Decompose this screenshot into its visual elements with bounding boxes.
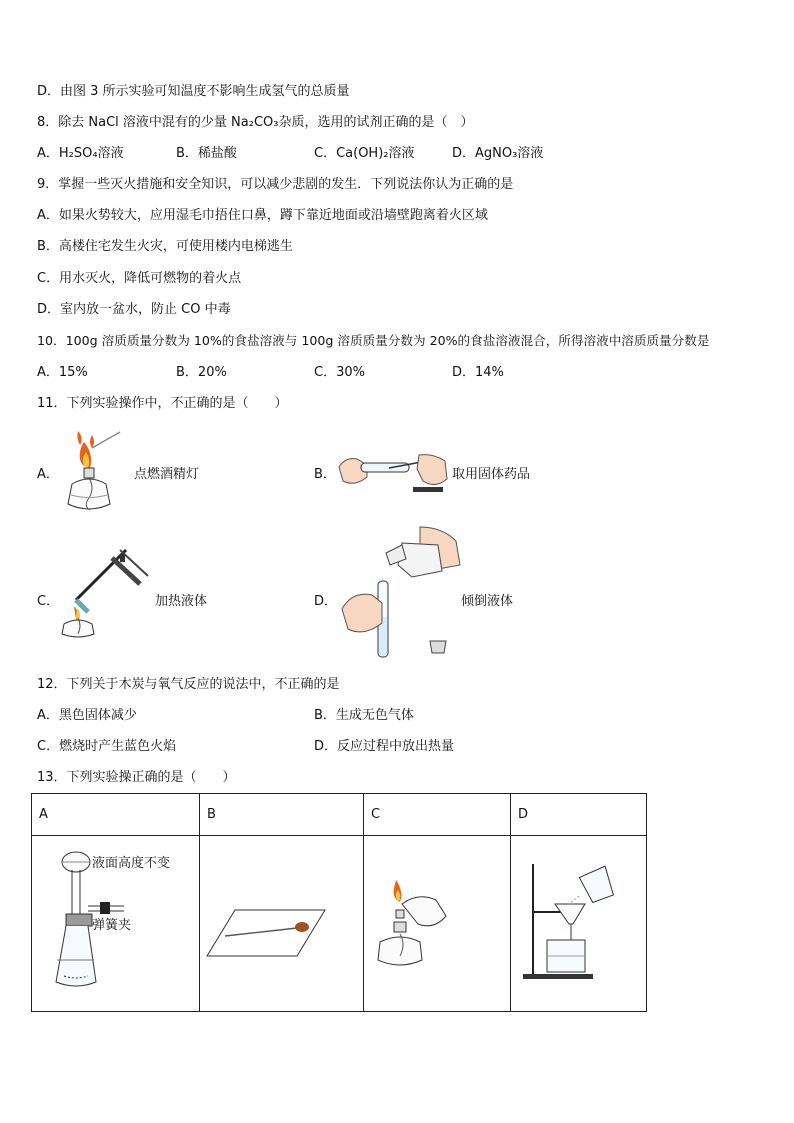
q13-header-d: D [511, 794, 647, 836]
q13-options-table [31, 793, 647, 1012]
alcohol-lamp-lighting-figure [62, 428, 132, 516]
filtration-figure [523, 860, 619, 980]
q8-option-b: B．稀盐酸 [176, 146, 237, 161]
q9-option-c: C．用水灭火，降低可燃物的着火点 [37, 271, 242, 286]
solid-drug-figure [337, 447, 449, 493]
q12-option-a: A．黑色固体减少 [37, 708, 137, 723]
q8-option-a: A．H₂SO₄溶液 [37, 146, 124, 161]
q9-stem: 9．掌握一些灭火措施和安全知识，可以减少悲剧的发生．下列说法你认为正确的是 [37, 177, 514, 192]
q12-option-c: C．燃烧时产生蓝色火焰 [37, 739, 177, 754]
q11-stem: 11．下列实验操作中，不正确的是（ ） [37, 396, 288, 411]
q13-header-a: A [32, 794, 200, 836]
q13-cell-a [32, 836, 200, 1012]
heating-liquid-figure [60, 546, 156, 640]
q13-cell-b [200, 836, 364, 1012]
q9-option-a: A．如果火势较大，应用湿毛巾捂住口鼻，蹲下靠近地面或沿墙壁跑离着火区域 [37, 208, 488, 223]
q12-stem: 12．下列关于木炭与氧气反应的说法中，不正确的是 [37, 677, 340, 692]
q8-stem: 8．除去 NaCl 溶液中混有的少量 Na₂CO₃杂质，选用的试剂正确的是（ ） [37, 115, 474, 130]
q11-b-letter: B． [314, 467, 336, 482]
q8-option-d: D．AgNO₃溶液 [452, 146, 544, 161]
q11-c-letter: C． [37, 594, 60, 609]
q13-stem: 13．下列实验操正确的是（ ） [37, 770, 236, 785]
q13-header-b: B [200, 794, 364, 836]
q11-c-caption: 加热液体 [155, 594, 208, 609]
q13-cell-d [511, 836, 647, 1012]
q9-option-b: B．高楼住宅发生火灾，可使用楼内电梯逃生 [37, 239, 293, 254]
q11-d-letter: D． [314, 594, 338, 609]
pouring-liquid-figure [338, 525, 464, 661]
q10-stem: 10．100g 溶质质量分数为 10%的食盐溶液与 100g 溶质质量分数为 20%的食盐溶液混合，所得溶液中溶质质量分数是 [37, 333, 710, 348]
q13-a-label-liquid: 液面高度不变 [92, 856, 171, 871]
q8-option-c: C．Ca(OH)₂溶液 [314, 146, 415, 161]
q13-cell-c [364, 836, 511, 1012]
lamp-to-lamp-figure [374, 876, 454, 976]
q10-option-a: A．15% [37, 365, 88, 380]
dropper-on-table-figure [207, 908, 325, 958]
q12-option-d: D．反应过程中放出热量 [314, 739, 455, 754]
q11-a-letter: A． [37, 467, 59, 482]
q11-d-caption: 倾倒液体 [461, 594, 514, 609]
q9-option-d: D．室内放一盆水，防止 CO 中毒 [37, 302, 231, 317]
q11-a-caption: 点燃酒精灯 [134, 467, 200, 482]
q11-b-caption: 取用固体药品 [452, 467, 531, 482]
q13-a-label-clip: 弹簧夹 [92, 918, 132, 933]
q13-header-c: C [364, 794, 511, 836]
q12-option-b: B．生成无色气体 [314, 708, 414, 723]
q10-option-b: B．20% [176, 365, 227, 380]
q10-option-c: C．30% [314, 365, 365, 380]
q7-option-d: D．由图 3 所示实验可知温度不影响生成氢气的总质量 [37, 84, 350, 99]
q10-option-d: D．14% [452, 365, 504, 380]
